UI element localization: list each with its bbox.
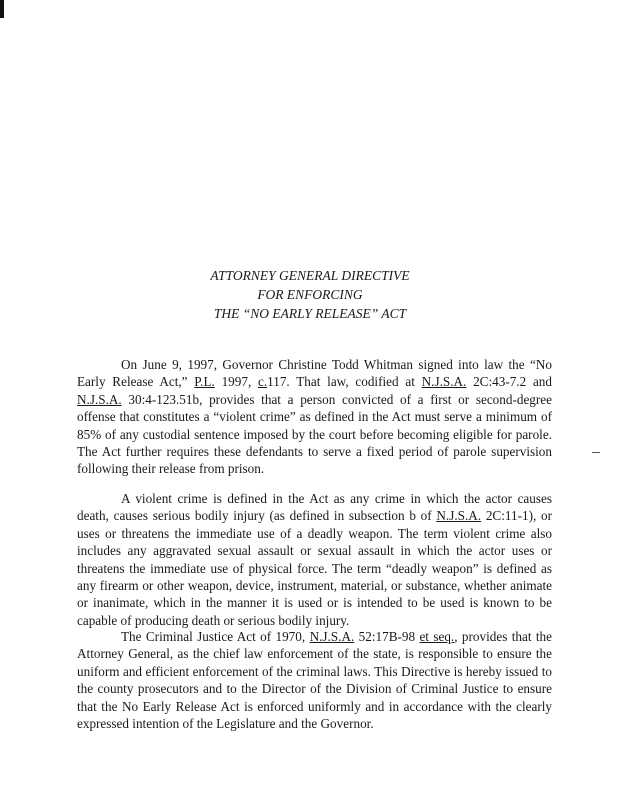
citation-chapter: c. — [257, 374, 268, 390]
text-segment: 30:4-123.51b, provides that a person convicted of a first or second-degree offense that constitutes a “violent crime” as defined in the Act must serve a minimum of 85% of any custodial sentence imposed by the court before becoming eligible for parole. The Act further requires these defendants to serve a fixed period of parole supervision following their release from prison. — [77, 391, 552, 477]
paragraph-definition — [77, 490, 552, 629]
text-segment: 2C:43-7.2 and — [466, 374, 552, 390]
text-segment: 117. That law, codified at — [267, 374, 422, 390]
citation-et-seq: et seq. — [419, 629, 455, 644]
text-segment: 2C:11-1), or uses or threatens the immediate use of a deadly weapon. The term violent crime also includes any aggravated sexual assault or sexual assault in which the actor uses or threatens the immediate use of physical force. The term “deadly weapon” is defined as any firearm or other weapon, device, instrument, material, or substance, whether animate or inanimate, which in the manner it is used or is intended to be used is known to be capable of producing death or serious bodily injury. — [77, 508, 552, 628]
text-segment: On June 9, 1997, Governor Christine Todd Whitman signed into law the “No Early Release Act,” — [77, 357, 552, 390]
citation-njsa: N.J.S.A. — [77, 391, 122, 407]
title-line-2: FOR ENFORCING — [257, 287, 363, 302]
scan-edge-mark — [0, 0, 4, 18]
citation-pl: P.L. — [194, 374, 215, 390]
paragraph-enactment — [77, 356, 552, 478]
directive-title — [0, 266, 620, 323]
text-segment: 52:17B-98 — [354, 629, 420, 644]
citation-njsa: N.J.S.A. — [436, 508, 482, 524]
scan-margin-mark — [592, 452, 600, 453]
text-segment: A violent crime is defined in the Act as any crime in which the actor causes death, causes serious bodily injury (as defined in subsection b of — [77, 491, 552, 524]
title-line-3: THE “NO EARLY RELEASE” ACT — [213, 306, 407, 321]
paragraph-authority — [77, 628, 552, 732]
citation-njsa: N.J.S.A. — [309, 629, 355, 644]
citation-njsa: N.J.S.A. — [421, 374, 467, 390]
text-segment: The Criminal Justice Act of 1970, — [121, 629, 310, 644]
text-segment: 1997, — [214, 374, 258, 390]
title-line-1: ATTORNEY GENERAL DIRECTIVE — [210, 268, 410, 283]
text-segment: , provides that the Attorney General, as the chief law enforcement of the state, is responsible to ensure the uniform and efficient enforcement of the criminal laws. This Directive is hereby issued to the county prosecutors and to the Director of the Division of Criminal Justice to ensure that the No Early Release Act is enforced uniformly and in accordance with the clearly expressed intention of the Legislature and the Governor. — [77, 629, 552, 732]
